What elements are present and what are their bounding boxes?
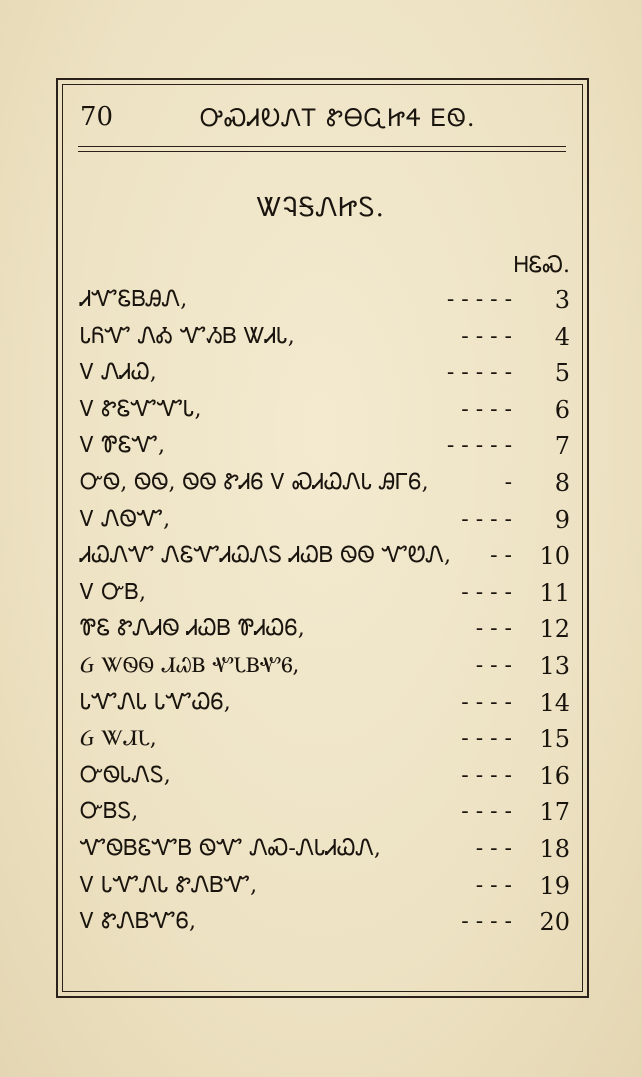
toc-entry-page: 12 <box>539 615 570 644</box>
toc-entry-title: Ꮩ ᏓᏉᏁᏓ ᏑᏁᏴᏉ, <box>80 872 258 898</box>
toc-entry-page: 16 <box>539 761 570 790</box>
table-of-contents <box>80 282 570 941</box>
toc-entry-title: ᏗᏉᏋᏴᎯᏁ, <box>80 287 188 312</box>
toc-entry-title: ᏅᏴᏚ, <box>80 799 139 825</box>
toc-entry <box>80 758 570 795</box>
toc-leader-dashes: - - - - <box>461 799 512 825</box>
toc-entry-page: 18 <box>539 834 570 863</box>
toc-entry <box>80 868 570 905</box>
toc-leader-dashes: - <box>504 469 512 495</box>
toc-entry-page: 11 <box>539 578 570 607</box>
toc-entry-title: ᏓᏲᏉ ᏁᎣ ᏉᏱᏴ ᏔᏗᏓ, <box>80 323 295 349</box>
toc-entry-page: 10 <box>539 542 570 571</box>
toc-entry <box>80 282 570 319</box>
toc-leader-dashes: - - - - <box>461 762 512 788</box>
toc-leader-dashes: - - - - - <box>446 287 512 312</box>
toc-leader-dashes: - - <box>490 543 512 569</box>
toc-leader-dashes: - - - - <box>461 579 512 605</box>
toc-entry <box>80 794 570 831</box>
toc-entry <box>80 611 570 648</box>
toc-entry-title: Ꮩ ᏅᏴ, <box>80 579 146 605</box>
toc-leader-dashes: - - - - <box>461 726 512 752</box>
toc-leader-dashes: - - - - <box>461 506 512 532</box>
toc-leader-dashes: - - - - <box>461 909 512 935</box>
page-column-label: ᎻᏋᏍ. <box>513 253 570 278</box>
toc-entry <box>80 575 570 612</box>
toc-entry <box>80 685 570 722</box>
toc-entry-title: ᏓᏉᏁᏓ ᏓᏉᏇᏮ, <box>80 689 231 715</box>
toc-entry-title: ᏉᏫᏴᏋᏉᏴ ᏫᏉ ᏁᏍ-ᏁᏓᏗᏇᏁ, <box>80 835 381 861</box>
toc-entry <box>80 904 570 941</box>
toc-entry <box>80 392 570 429</box>
header-rule-bottom <box>78 151 566 152</box>
toc-leader-dashes: - - - <box>475 616 512 642</box>
toc-entry <box>80 465 570 502</box>
toc-leader-dashes: - - - - - <box>446 433 512 459</box>
toc-entry-page: 7 <box>554 432 570 461</box>
toc-entry-page: 13 <box>539 651 570 680</box>
toc-leader-dashes: - - - <box>475 652 512 678</box>
toc-entry-page: 20 <box>539 908 570 937</box>
toc-entry <box>80 721 570 758</box>
toc-entry-title: Ꮩ ᏑᏁᏴᏉᏮ, <box>80 909 197 935</box>
toc-entry-page: 15 <box>539 725 570 754</box>
toc-entry <box>80 319 570 356</box>
contents-title: ᏔᎸᎦᏁᏥᏚ. <box>257 193 385 223</box>
toc-leader-dashes: - - - - - <box>446 360 512 386</box>
toc-entry <box>80 648 570 685</box>
page-number: 70 <box>80 102 114 132</box>
toc-entry-page: 5 <box>554 359 570 388</box>
toc-leader-dashes: - - - - <box>461 323 512 349</box>
toc-leader-dashes: - - - <box>475 872 512 898</box>
toc-entry-page: 8 <box>554 468 570 497</box>
toc-entry-page: 14 <box>539 688 570 717</box>
toc-entry-title: ᏗᏇᏁᏉ ᏁᏋᏉᏗᏇᏁᏚ ᏗᏇᏴ ᏫᏫ ᏉᏬᏁ, <box>80 543 451 569</box>
toc-entry <box>80 831 570 868</box>
toc-entry-page: 6 <box>554 395 570 424</box>
toc-entry <box>80 538 570 575</box>
toc-entry-page: 4 <box>554 322 570 351</box>
running-title: ᎤᏍᏗᎧᏁᎢ ᏑᎾᏩᏥᏎ ᎬᏫ. <box>200 104 476 132</box>
toc-entry-page: 19 <box>539 871 570 900</box>
toc-entry-page: 17 <box>539 798 570 827</box>
toc-entry-title: Ꮩ ᏁᏗᏇ, <box>80 360 157 386</box>
toc-entry-title: Ᏽ ᏔᏫᏫ ᏗᏇᏴ ᏉᏓᏴᏉᏮ, <box>80 652 300 678</box>
toc-entry-title: Ᏽ ᏔᏗᏓ, <box>80 726 157 752</box>
page-header <box>80 100 570 140</box>
toc-entry-page: 9 <box>554 505 570 534</box>
toc-entry-title: ᏅᏫ, ᏫᏫ, ᏫᏫ ᏑᏗᏮ Ꮩ ᏍᏗᏇᏁᏓ ᎯᎱᏮ, <box>80 469 429 495</box>
toc-entry-title: ᏈᏋ ᏑᏁᏗᏫ ᏗᏇᏴ ᏈᏗᏇᏮ, <box>80 616 305 642</box>
toc-leader-dashes: - - - <box>475 835 512 861</box>
toc-entry-title: ᏅᏫᏓᏁᏚ, <box>80 762 171 788</box>
toc-entry <box>80 355 570 392</box>
toc-entry-title: Ꮩ ᏈᏋᏉ, <box>80 433 166 459</box>
toc-leader-dashes: - - - - <box>461 396 512 422</box>
toc-entry-page: 3 <box>554 286 570 314</box>
header-rule-top <box>78 146 566 147</box>
toc-entry <box>80 502 570 539</box>
toc-leader-dashes: - - - - <box>461 689 512 715</box>
toc-entry-title: Ꮩ ᏁᏫᏉ, <box>80 506 171 532</box>
toc-entry-title: Ꮩ ᏑᏋᏉᏉᏓ, <box>80 396 202 422</box>
toc-entry <box>80 428 570 465</box>
